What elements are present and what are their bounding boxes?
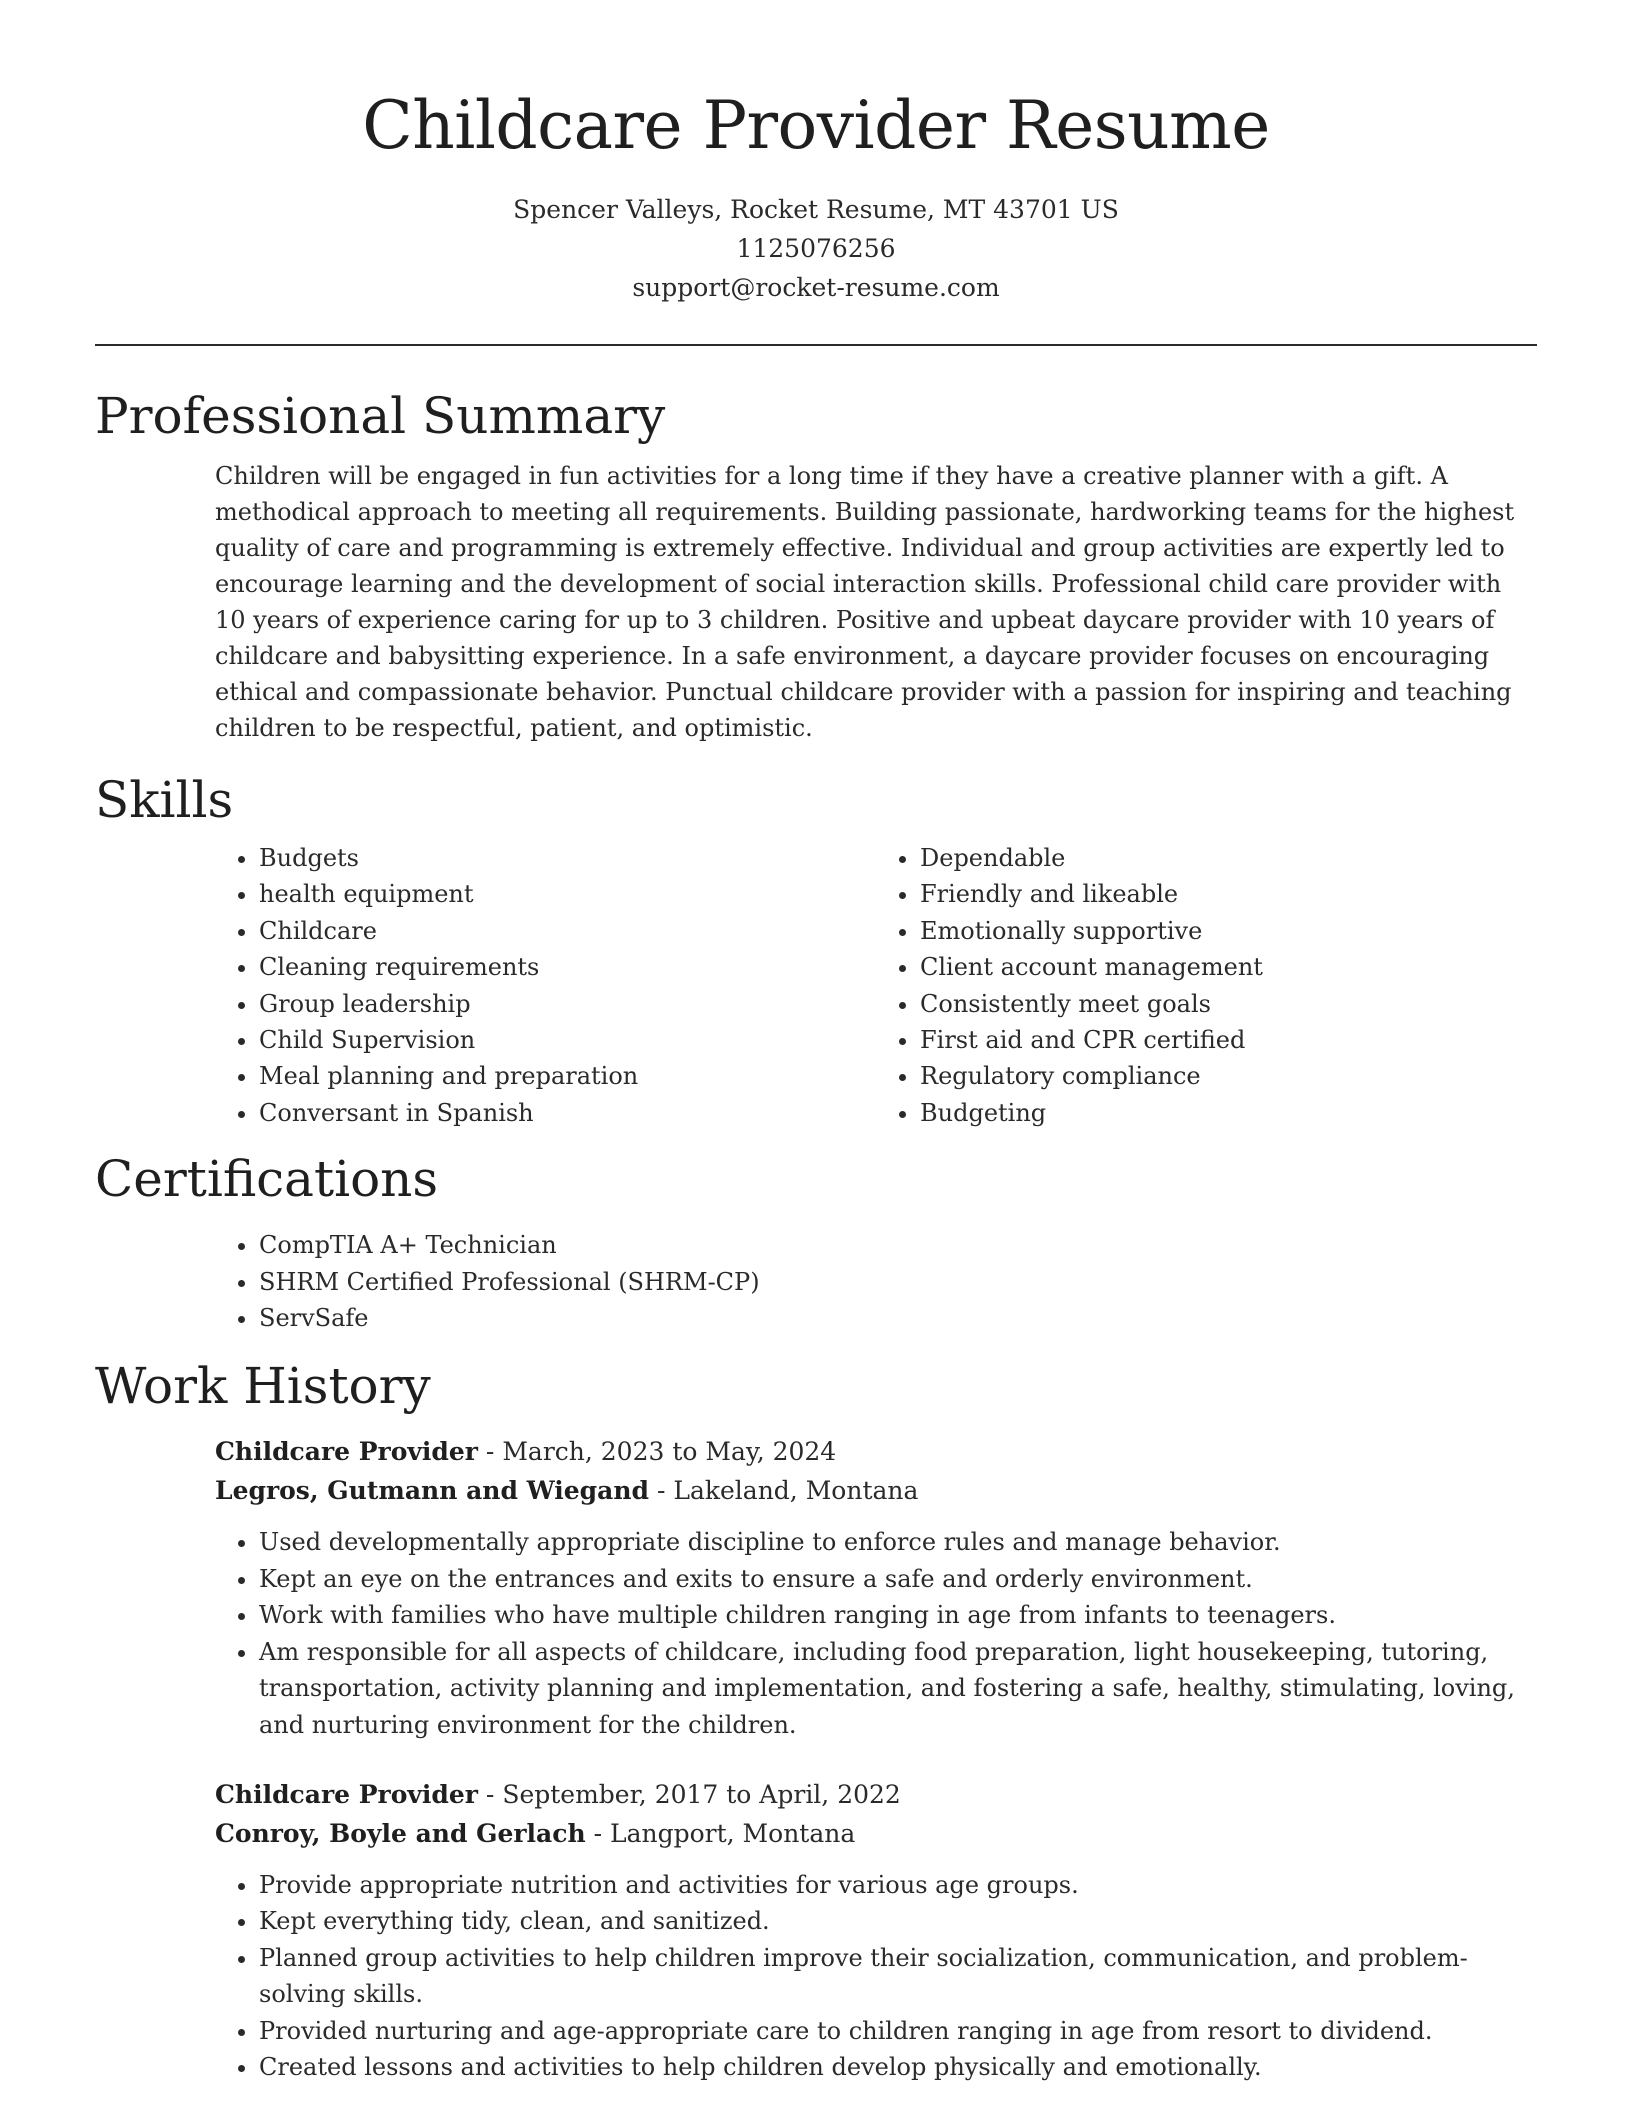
job-title: Childcare Provider [215,1779,478,1809]
job-duties [215,1524,1537,1742]
job-duty: • Am responsible for all aspects of childcare, including food preparation, light housekeeping, tutoring, transportation, activity planning and implementation, and fostering a safe, healthy, stimulating, loving, and nurturing environment for the children. [259,1634,1537,1743]
skill-item: • Budgeting [920,1095,1537,1131]
job-duty: • Planned group activities to help children improve their socialization, communication, and problem-solving skills. [259,1940,1537,2013]
certifications-items [215,1227,1537,1336]
skill-item: • Group leadership [259,986,876,1022]
contact-phone: 1125076256 [736,234,896,263]
job-entry [215,1432,1537,1742]
skill-item: • Consistently meet goals [920,986,1537,1022]
job-company: Legros, Gutmann and Wiegand [215,1476,650,1506]
job-duties [215,1867,1537,2085]
certification-item: • SHRM Certified Professional (SHRM-CP) [259,1264,1537,1300]
job-duty: • Kept an eye on the entrances and exits to ensure a safe and orderly environment. [259,1561,1537,1597]
skills-column-right [876,840,1537,1131]
resume-header [95,0,1537,307]
skill-item: • Cleaning requirements [259,949,876,985]
work-history-heading: Work History [95,1357,431,1416]
skill-item: • Dependable [920,840,1537,876]
header-divider [95,344,1537,346]
skill-item: • Meal planning and preparation [259,1058,876,1094]
certification-item: • CompTIA A+ Technician [259,1227,1537,1263]
contact-email: support@rocket-resume.com [632,273,1000,302]
job-location: - Langport, Montana [585,1818,856,1848]
skill-item: • Emotionally supportive [920,913,1537,949]
job-duty: • Used developmentally appropriate discipline to enforce rules and manage behavior. [259,1524,1537,1560]
job-title: Childcare Provider [215,1437,478,1467]
job-title-line [215,1432,1537,1471]
certification-item: • ServSafe [259,1300,1537,1336]
skill-item: • Child Supervision [259,1022,876,1058]
skill-item: • First aid and CPR certified [920,1022,1537,1058]
skill-item: • Conversant in Spanish [259,1095,876,1131]
resume-page [95,0,1537,2085]
job-duty: • Provided nurturing and age-appropriate care to children ranging in age from resort to dividend. [259,2013,1537,2049]
skill-item: • Regulatory compliance [920,1058,1537,1094]
job-duty: • Work with families who have multiple children ranging in age from infants to teenagers. [259,1597,1537,1633]
page-title: Childcare Provider Resume [362,87,1270,164]
job-title-line [215,1775,1537,1814]
certifications-list [215,1227,1537,1336]
certifications-heading: Certifications [95,1150,439,1209]
job-duty: • Created lessons and activities to help children develop physically and emotionally. [259,2049,1537,2085]
skill-item: • health equipment [259,876,876,912]
job-dates: - September, 2017 to April, 2022 [477,1779,901,1809]
summary-heading: Professional Summary [95,387,666,445]
job-duty: • Kept everything tidy, clean, and sanitized. [259,1903,1537,1939]
job-company: Conroy, Boyle and Gerlach [215,1818,586,1848]
summary-text: Children will be engaged in fun activities for a long time if they have a creative planner with a gift. A methodical approach to meeting all requirements. Building passionate, hardworking teams for the highest quality of care and programming is extremely effective. Individual and group activities are expertly led to encourage learning and the development of social interaction skills. Professional child care provider with 10 years of experience caring for up to 3 children. Positive and upbeat daycare provider with 10 years of childcare and babysitting experience. In a safe environment, a daycare provider focuses on encouraging ethical and compassionate behavior. Punctual childcare provider with a passion for inspiring and teaching children to be respectful, patient, and optimistic. [215,462,1515,742]
skills-column-left [215,840,876,1131]
job-entry [215,1775,1537,2085]
contact-info [95,190,1537,307]
job-duty: • Provide appropriate nutrition and activities for various age groups. [259,1867,1537,1903]
job-dates: - March, 2023 to May, 2024 [477,1437,837,1467]
job-location: - Lakeland, Montana [649,1476,919,1506]
skills-heading: Skills [95,771,234,829]
job-company-line [215,1814,1537,1853]
skill-item: • Friendly and likeable [920,876,1537,912]
contact-address: Spencer Valleys, Rocket Resume, MT 43701 US [513,195,1119,224]
skill-item: • Client account management [920,949,1537,985]
skill-item: • Childcare [259,913,876,949]
job-company-line [215,1471,1537,1510]
skills-list [215,840,1537,1131]
skill-item: • Budgets [259,840,876,876]
